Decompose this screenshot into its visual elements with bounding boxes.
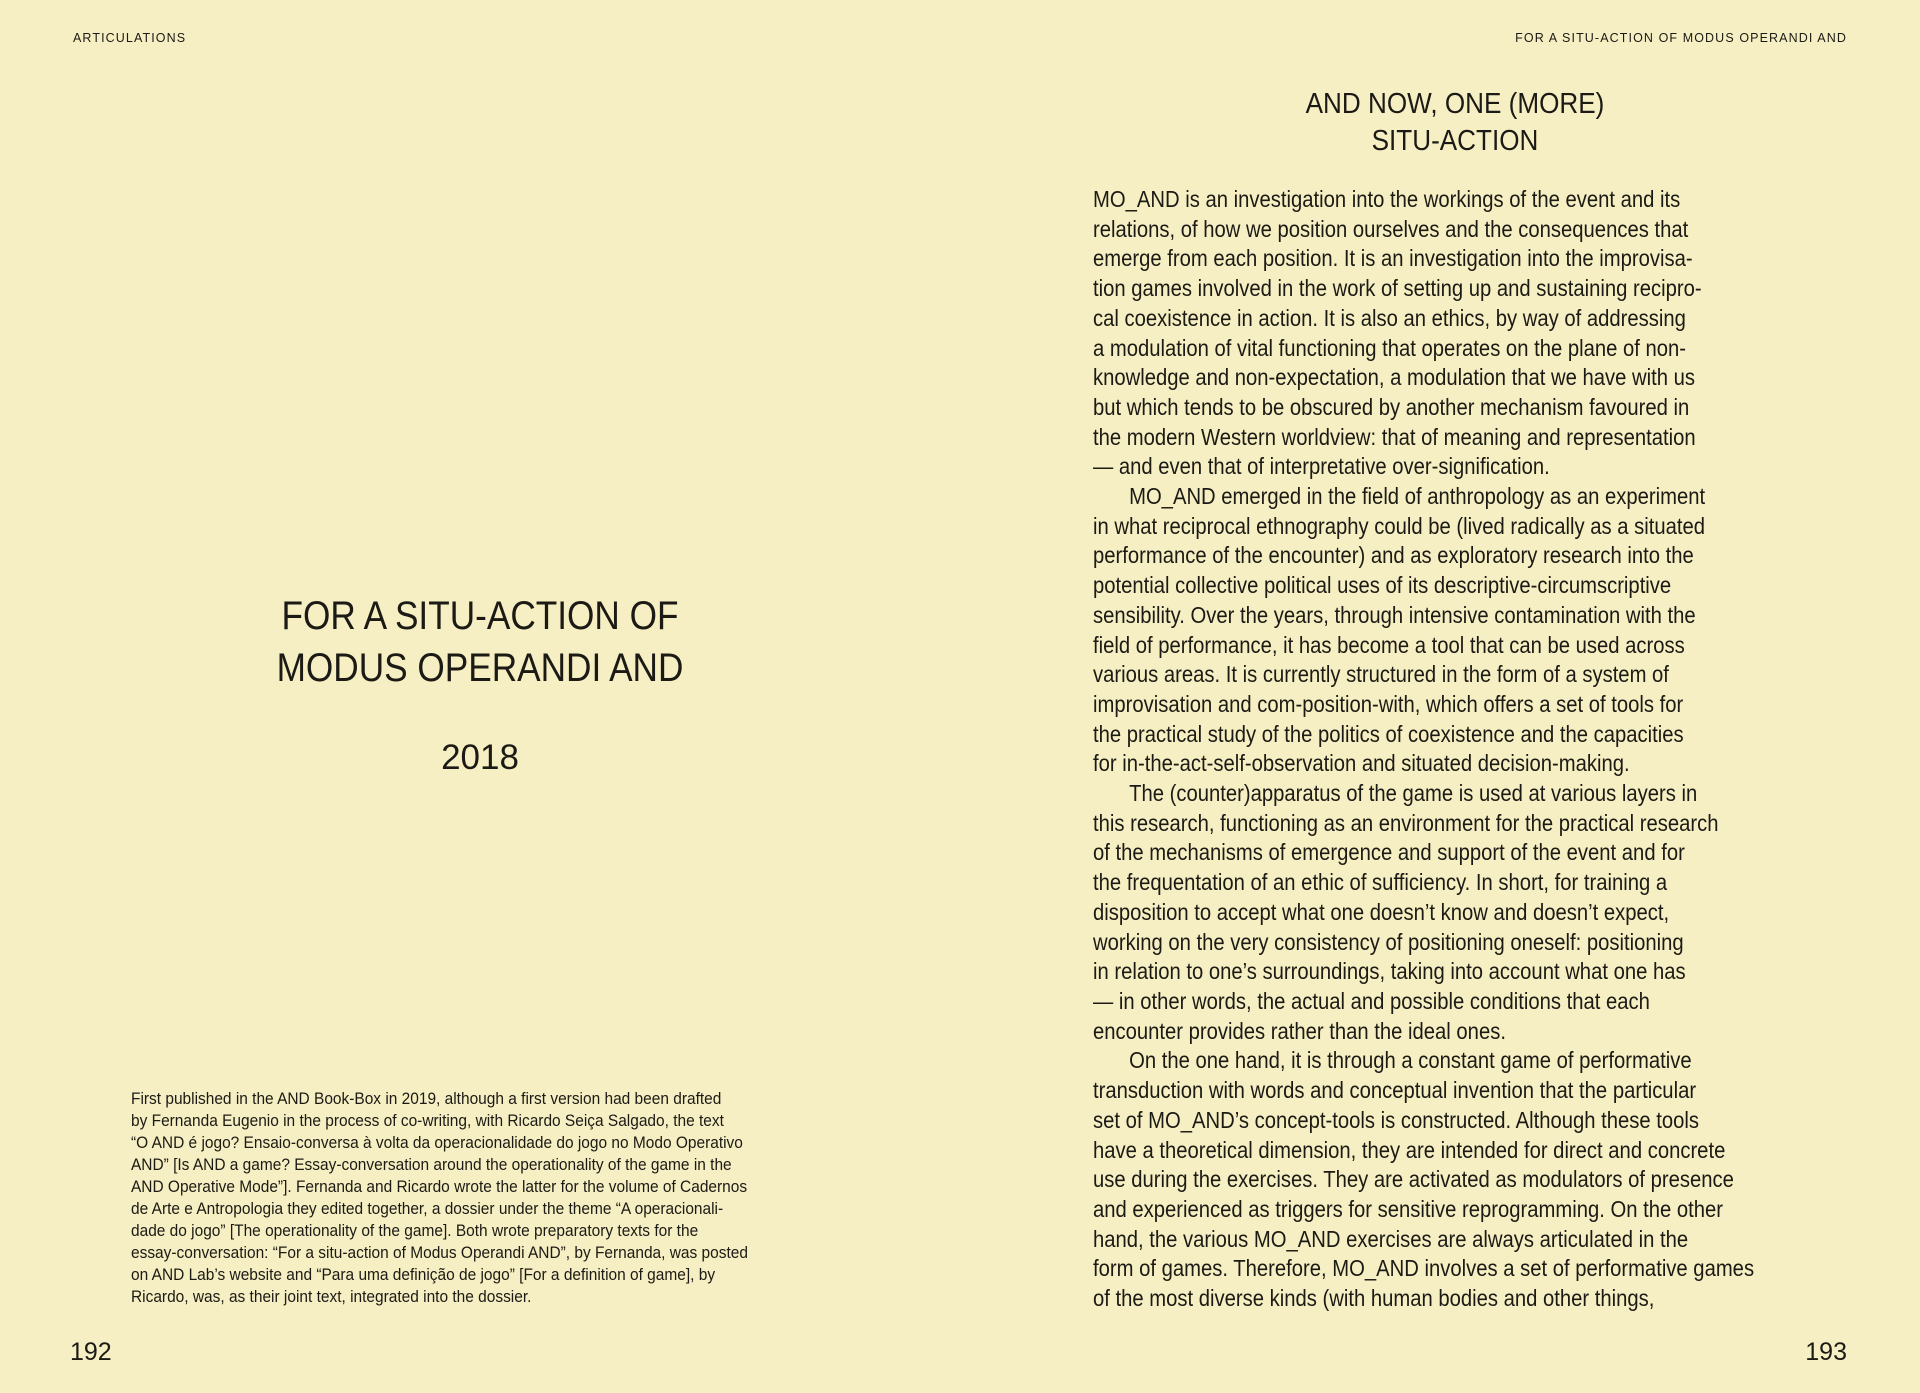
body-text-line: set of MO_AND’s concept-tools is constructed. Although these tools: [1093, 1106, 1700, 1133]
body-text-line: encounter provides rather than the ideal ones.: [1093, 1017, 1506, 1044]
chapter-year: 2018: [441, 738, 519, 777]
body-text-line: the frequentation of an ethic of sufficiency. In short, for training a: [1093, 869, 1668, 896]
body-text-line: but which tends to be obscured by another mechanism favoured in: [1093, 393, 1690, 420]
section-heading: [1127, 86, 1784, 160]
body-text-line: On the one hand, it is through a constant game of performative: [1129, 1047, 1692, 1074]
body-text-line: in what reciprocal ethnography could be (lived radically as a situated: [1093, 512, 1706, 539]
publication-note-line: Ricardo, was, as their joint text, integrated into the dossier.: [131, 1288, 532, 1306]
body-text-line: — and even that of interpretative over-signification.: [1093, 453, 1550, 480]
publication-note-line: dade do jogo” [The operationality of the game]. Both wrote preparatory texts for the: [131, 1222, 699, 1240]
body-text-line: a modulation of vital functioning that operates on the plane of non-: [1093, 334, 1686, 361]
body-text-line: disposition to accept what one doesn’t know and doesn’t expect,: [1093, 898, 1670, 925]
body-text-line: for in-the-act-self-observation and situated decision-making.: [1093, 750, 1630, 777]
section-heading-line: AND NOW, ONE (MORE): [1305, 88, 1605, 120]
body-text-line: various areas. It is currently structured in the form of a system of: [1093, 661, 1669, 688]
chapter-title: [216, 590, 744, 694]
chapter-title-line: FOR A SITU-ACTION OF: [281, 594, 679, 638]
body-text-line: potential collective political uses of its descriptive-circumscriptive: [1093, 572, 1672, 599]
body-text-line: form of games. Therefore, MO_AND involves a set of performative games: [1093, 1255, 1755, 1282]
body-text-line: emerge from each position. It is an investigation into the improvisa-: [1093, 245, 1693, 272]
body-text-line: the practical study of the politics of coexistence and the capacities: [1093, 720, 1684, 747]
publication-note-line: AND Operative Mode”]. Fernanda and Ricardo wrote the latter for the volume of Cadernos: [131, 1178, 748, 1196]
body-text-line: improvisation and com-position-with, which offers a set of tools for: [1093, 690, 1684, 717]
publication-note-line: AND” [Is AND a game? Essay-conversation around the operationality of the game in the: [131, 1156, 732, 1174]
body-text-line: — in other words, the actual and possible conditions that each: [1093, 987, 1650, 1014]
publication-note: [131, 1088, 800, 1308]
body-text-line: performance of the encounter) and as exploratory research into the: [1093, 542, 1694, 569]
page-number-left: 192: [70, 1338, 112, 1366]
body-text-line: MO_AND emerged in the field of anthropology as an experiment: [1129, 483, 1706, 510]
body-text-line: sensibility. Over the years, through intensive contamination with the: [1093, 601, 1696, 628]
body-text-line: and experienced as triggers for sensitive reprogramming. On the other: [1093, 1195, 1724, 1222]
running-head-right: FOR A SITU-ACTION OF MODUS OPERANDI AND: [1515, 31, 1847, 45]
publication-note-line: on AND Lab’s website and “Para uma definição de jogo” [For a definition of game], by: [131, 1266, 716, 1284]
body-text-line: transduction with words and conceptual invention that the particular: [1093, 1077, 1697, 1104]
body-text-line: field of performance, it has become a tool that can be used across: [1093, 631, 1685, 658]
body-text-line: tion games involved in the work of setting up and sustaining recipro-: [1093, 275, 1702, 302]
body-text: [1093, 185, 1762, 1314]
body-text-line: the modern Western worldview: that of meaning and representation: [1093, 423, 1696, 450]
body-text-line: of the most diverse kinds (with human bodies and other things,: [1093, 1285, 1655, 1312]
body-text-line: relations, of how we position ourselves and the consequences that: [1093, 215, 1689, 242]
page-number-right: 193: [1805, 1338, 1847, 1366]
body-text-line: this research, functioning as an environment for the practical research: [1093, 809, 1719, 836]
publication-note-line: First published in the AND Book-Box in 2019, although a first version had been drafted: [131, 1090, 722, 1108]
running-head-left: ARTICULATIONS: [73, 31, 187, 45]
body-text-line: The (counter)apparatus of the game is used at various layers in: [1129, 780, 1698, 807]
body-text-line: in relation to one’s surroundings, taking into account what one has: [1093, 958, 1686, 985]
chapter-title-line: MODUS OPERANDI AND: [276, 646, 684, 690]
body-text-line: of the mechanisms of emergence and support of the event and for: [1093, 839, 1685, 866]
body-text-line: have a theoretical dimension, they are intended for direct and concrete: [1093, 1136, 1726, 1163]
publication-note-line: by Fernanda Eugenio in the process of co-writing, with Ricardo Seiça Salgado, the text: [131, 1112, 724, 1130]
body-text-line: working on the very consistency of positioning oneself: positioning: [1093, 928, 1684, 955]
publication-note-line: essay-conversation: “For a situ-action of Modus Operandi AND”, by Fernanda, was posted: [131, 1244, 748, 1262]
body-text-line: knowledge and non-expectation, a modulation that we have with us: [1093, 364, 1695, 391]
body-text-line: use during the exercises. They are activated as modulators of presence: [1093, 1166, 1734, 1193]
body-text-line: hand, the various MO_AND exercises are always articulated in the: [1093, 1225, 1689, 1252]
section-heading-line: SITU-ACTION: [1371, 125, 1539, 157]
publication-note-line: de Arte e Antropologia they edited together, a dossier under the theme “A operacionali-: [131, 1200, 724, 1218]
publication-note-line: “O AND é jogo? Ensaio-conversa à volta da operacionalidade do jogo no Modo Operativo: [131, 1134, 743, 1152]
body-text-line: cal coexistence in action. It is also an ethics, by way of addressing: [1093, 304, 1686, 331]
body-text-line: MO_AND is an investigation into the workings of the event and its: [1093, 186, 1681, 212]
